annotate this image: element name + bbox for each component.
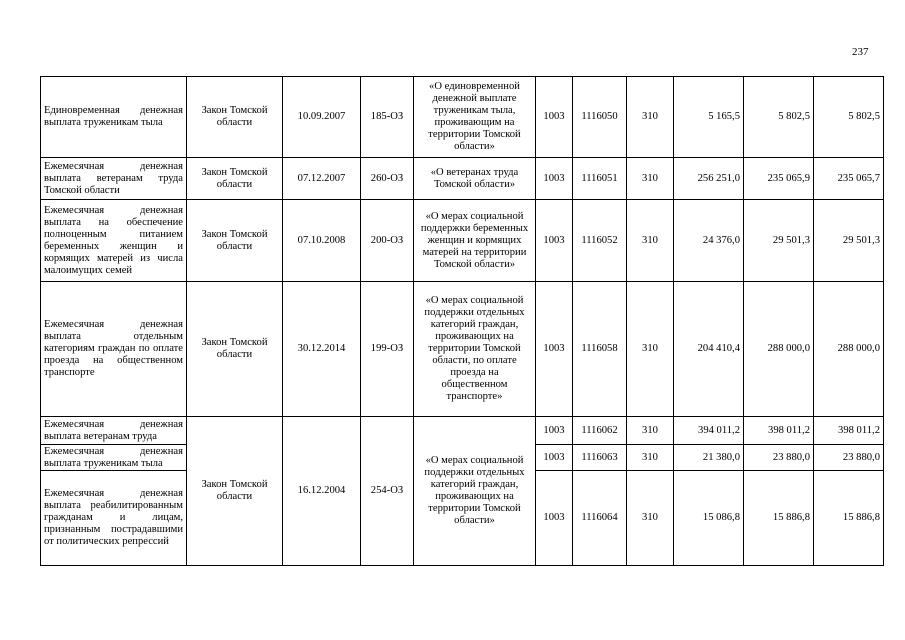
page-number: 237 <box>852 46 869 58</box>
amount-1: 256 251,0 <box>674 158 744 200</box>
expense-type: 310 <box>627 471 674 566</box>
doc-type: Закон Томской области <box>187 200 283 282</box>
doc-type: Закон Томской области <box>187 417 283 566</box>
target-code: 1116063 <box>573 445 627 471</box>
section-code: 1003 <box>536 77 573 158</box>
amount-2: 15 886,8 <box>744 471 814 566</box>
target-code: 1116062 <box>573 417 627 445</box>
amount-1: 15 086,8 <box>674 471 744 566</box>
doc-title: «О единовременной денежной выплате труженикам тыла, проживающим на территории Томской области» <box>414 77 536 158</box>
expense-type: 310 <box>627 445 674 471</box>
doc-date: 07.10.2008 <box>283 200 361 282</box>
expense-type: 310 <box>627 200 674 282</box>
amount-1: 24 376,0 <box>674 200 744 282</box>
section-code: 1003 <box>536 200 573 282</box>
target-code: 1116064 <box>573 471 627 566</box>
benefit-name: Ежемесячная денежная выплата реабилитированным гражданам и лицам, признанным пострадавшими от политических репрессий <box>41 471 187 566</box>
doc-number: 185-ОЗ <box>361 77 414 158</box>
benefit-name: Ежемесячная денежная выплата на обеспечение полноценным питанием беременных женщин и кормящих матерей из числа малоимущих семей <box>41 200 187 282</box>
table-row <box>41 417 884 445</box>
target-code: 1116050 <box>573 77 627 158</box>
benefits-table <box>40 76 884 566</box>
table-row <box>41 282 884 417</box>
expense-type: 310 <box>627 158 674 200</box>
amount-3: 398 011,2 <box>814 417 884 445</box>
amount-1: 5 165,5 <box>674 77 744 158</box>
doc-date: 10.09.2007 <box>283 77 361 158</box>
benefit-name: Ежемесячная денежная выплата отдельным категориям граждан по оплате проезда на общественном транспорте <box>41 282 187 417</box>
expense-type: 310 <box>627 77 674 158</box>
doc-title: «О мерах социальной поддержки отдельных категорий граждан, проживающих на территории Томской области» <box>414 417 536 566</box>
target-code: 1116058 <box>573 282 627 417</box>
doc-date: 30.12.2014 <box>283 282 361 417</box>
amount-2: 5 802,5 <box>744 77 814 158</box>
amount-3: 29 501,3 <box>814 200 884 282</box>
expense-type: 310 <box>627 282 674 417</box>
amount-1: 204 410,4 <box>674 282 744 417</box>
doc-number: 260-ОЗ <box>361 158 414 200</box>
amount-2: 398 011,2 <box>744 417 814 445</box>
doc-date: 07.12.2007 <box>283 158 361 200</box>
section-code: 1003 <box>536 471 573 566</box>
benefit-name: Ежемесячная денежная выплата ветеранам труда <box>41 417 187 445</box>
amount-3: 235 065,7 <box>814 158 884 200</box>
amount-1: 394 011,2 <box>674 417 744 445</box>
amount-3: 288 000,0 <box>814 282 884 417</box>
target-code: 1116051 <box>573 158 627 200</box>
doc-number: 200-ОЗ <box>361 200 414 282</box>
amount-3: 5 802,5 <box>814 77 884 158</box>
table-row <box>41 200 884 282</box>
expense-type: 310 <box>627 417 674 445</box>
section-code: 1003 <box>536 282 573 417</box>
section-code: 1003 <box>536 445 573 471</box>
table-row <box>41 77 884 158</box>
amount-3: 15 886,8 <box>814 471 884 566</box>
doc-title: «О мерах социальной поддержки беременных женщин и кормящих матерей на территории Томской области» <box>414 200 536 282</box>
doc-number: 254-ОЗ <box>361 417 414 566</box>
amount-1: 21 380,0 <box>674 445 744 471</box>
section-code: 1003 <box>536 158 573 200</box>
doc-date: 16.12.2004 <box>283 417 361 566</box>
doc-title: «О мерах социальной поддержки отдельных категорий граждан, проживающих на территории Томской области, по оплате проезда на общественном транспорте» <box>414 282 536 417</box>
doc-type: Закон Томской области <box>187 282 283 417</box>
amount-2: 235 065,9 <box>744 158 814 200</box>
target-code: 1116052 <box>573 200 627 282</box>
doc-type: Закон Томской области <box>187 158 283 200</box>
table-row <box>41 158 884 200</box>
doc-title: «О ветеранах труда Томской области» <box>414 158 536 200</box>
benefit-name: Ежемесячная денежная выплата ветеранам труда Томской области <box>41 158 187 200</box>
amount-2: 288 000,0 <box>744 282 814 417</box>
amount-2: 29 501,3 <box>744 200 814 282</box>
benefit-name: Ежемесячная денежная выплата труженикам тыла <box>41 445 187 471</box>
doc-type: Закон Томской области <box>187 77 283 158</box>
section-code: 1003 <box>536 417 573 445</box>
benefit-name: Единовременная денежная выплата труженикам тыла <box>41 77 187 158</box>
amount-2: 23 880,0 <box>744 445 814 471</box>
doc-number: 199-ОЗ <box>361 282 414 417</box>
amount-3: 23 880,0 <box>814 445 884 471</box>
